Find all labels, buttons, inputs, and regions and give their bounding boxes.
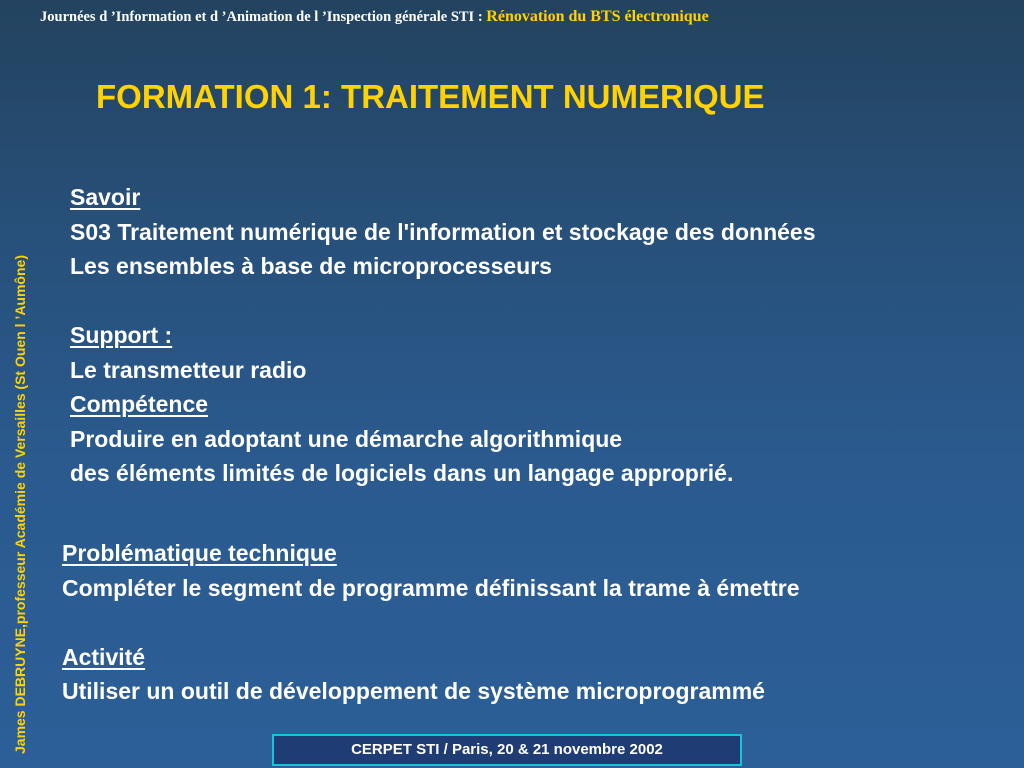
- savoir-line-2: Les ensembles à base de microprocesseurs: [70, 253, 552, 279]
- content-block-objectives: [70, 180, 1010, 491]
- savoir-heading: Savoir: [70, 184, 141, 210]
- sidebar-author-wrapper: [5, 58, 35, 754]
- support-text: Le transmetteur radio: [70, 356, 307, 383]
- competence-heading: Compétence: [70, 391, 209, 417]
- footer-event-box: CERPET STI / Paris, 20 & 21 novembre 2002: [272, 734, 742, 766]
- activite-heading: Activité: [62, 643, 146, 670]
- sidebar-author-credit: James DEBRUYNE,professeur Académie de Versailles (St Ouen l ’Aumône): [12, 255, 28, 754]
- savoir-line-1: S03 Traitement numérique de l'information et stockage des données: [70, 218, 816, 245]
- competence-line-2: des éléments limités de logiciels dans un langage approprié.: [70, 460, 734, 486]
- activite-text: Utiliser un outil de développement de système microprogrammé: [62, 678, 765, 704]
- support-heading: Support :: [70, 322, 173, 348]
- header-line: [40, 8, 920, 30]
- competence-line-1: Produire en adoptant une démarche algorithmique: [70, 425, 623, 452]
- content-block-activity: [62, 536, 1002, 709]
- problematique-heading: Problématique technique: [62, 540, 337, 566]
- spacer: [62, 605, 1002, 640]
- slide-title: FORMATION 1: TRAITEMENT NUMERIQUE: [96, 78, 765, 115]
- header-accent-title: Rénovation du BTS électronique: [486, 8, 709, 25]
- spacer: [70, 284, 1010, 319]
- problematique-text: Compléter le segment de programme définissant la trame à émettre: [62, 574, 800, 601]
- header-prefix: Journées d ’Information et d ’Animation de l ’Inspection générale STI :: [40, 9, 487, 25]
